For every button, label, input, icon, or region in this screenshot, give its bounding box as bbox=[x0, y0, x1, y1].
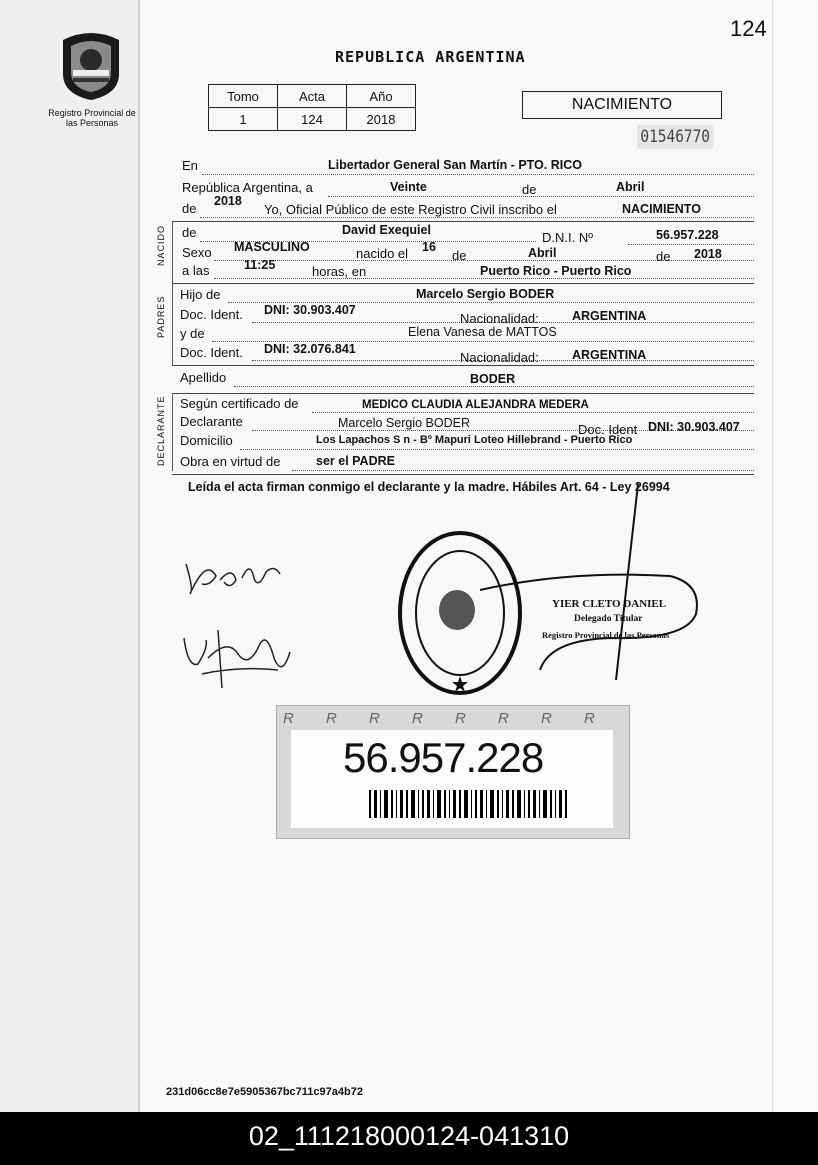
section-divider bbox=[172, 221, 754, 222]
label-de: de bbox=[656, 249, 671, 264]
section-divider bbox=[172, 283, 754, 284]
dotted-line bbox=[312, 412, 754, 413]
value-declarante-doc: DNI: 30.903.407 bbox=[648, 420, 740, 434]
value-lugar: Libertador General San Martín - PTO. RICO bbox=[328, 158, 582, 172]
dotted-line bbox=[240, 449, 754, 450]
value-domicilio: Los Lapachos S n - Bº Mapuri Loteo Hillebrand - Puerto Rico bbox=[316, 434, 633, 446]
value-madre-doc: DNI: 32.076.841 bbox=[264, 342, 356, 356]
official-role: Delegado Titular bbox=[574, 614, 643, 624]
label-de: de bbox=[522, 182, 537, 197]
label-a-las: a las bbox=[182, 263, 210, 278]
header-tomo: Tomo bbox=[209, 85, 278, 108]
label-oficial: Yo, Oficial Público de este Registro Civil inscribo el bbox=[264, 202, 557, 217]
label-de: de bbox=[182, 201, 197, 216]
value-obra: ser el PADRE bbox=[316, 454, 395, 468]
record-type-box: NACIMIENTO bbox=[522, 91, 722, 119]
label-doc-ident-declarante: Doc. Ident bbox=[578, 422, 638, 437]
closing-note: Leída el acta firman conmigo el declarante y la madre. Hábiles Art. 64 - Ley 26994 bbox=[188, 480, 670, 494]
signature-declarant bbox=[180, 550, 290, 606]
label-domicilio: Domicilio bbox=[180, 433, 233, 448]
section-padres: PADRES bbox=[156, 295, 166, 338]
dotted-line bbox=[214, 278, 754, 279]
dotted-line bbox=[628, 244, 754, 245]
header-anio: Año bbox=[347, 85, 416, 108]
registry-table bbox=[208, 84, 416, 131]
serial-number: 01546770 bbox=[637, 125, 713, 149]
value-padre-doc: DNI: 30.903.407 bbox=[264, 303, 356, 317]
section-nacido: NACIDO bbox=[156, 224, 166, 266]
label-republica: República Argentina, a bbox=[182, 180, 313, 195]
value-padre: Marcelo Sergio BODER bbox=[416, 287, 555, 301]
value-declarante: Marcelo Sergio BODER bbox=[338, 416, 470, 430]
label-segun: Según certificado de bbox=[180, 396, 299, 411]
document-title: REPUBLICA ARGENTINA bbox=[335, 48, 526, 66]
label-sexo: Sexo bbox=[182, 245, 212, 260]
official-name: YIER CLETO DANIEL bbox=[552, 598, 667, 610]
page-number: 124 bbox=[730, 16, 767, 41]
value-anio: 2018 bbox=[214, 194, 242, 208]
value-lugar-nac: Puerto Rico - Puerto Rico bbox=[480, 264, 632, 278]
label-nacionalidad: Nacionalidad: bbox=[460, 350, 539, 365]
file-id-footer: 02_111218000124-041310 bbox=[0, 1112, 818, 1165]
value-tomo: 1 bbox=[209, 108, 278, 131]
value-hora: 11:25 bbox=[244, 258, 276, 272]
label-de: de bbox=[182, 225, 197, 240]
value-dni: 56.957.228 bbox=[656, 228, 719, 242]
value-nombre: David Exequiel bbox=[342, 223, 431, 237]
label-apellido: Apellido bbox=[180, 370, 227, 385]
value-acta: 124 bbox=[278, 108, 347, 131]
label-hijo-de: Hijo de bbox=[180, 287, 221, 302]
value-anio-nac: 2018 bbox=[694, 247, 722, 261]
label-nacionalidad: Nacionalidad: bbox=[460, 311, 539, 326]
section-divider bbox=[172, 393, 754, 394]
document-hash: 231d06cc8e7e5905367bc711c97a4b72 bbox=[166, 1086, 363, 1098]
section-bracket bbox=[172, 283, 173, 365]
section-bracket bbox=[172, 221, 173, 283]
sticker-dni-number: 56.957.228 bbox=[343, 734, 544, 781]
header-acta: Acta bbox=[278, 85, 347, 108]
dotted-line bbox=[328, 196, 754, 197]
sticker-panel bbox=[291, 730, 613, 828]
value-mes-nac: Abril bbox=[528, 246, 557, 260]
label-doc-ident: Doc. Ident. bbox=[180, 345, 243, 360]
value-padre-nac: ARGENTINA bbox=[572, 309, 647, 323]
official-org: Registro Provincial de las Personas bbox=[542, 630, 670, 640]
signature-mother bbox=[178, 618, 298, 690]
label-horas-en: horas, en bbox=[312, 264, 367, 279]
dotted-line bbox=[200, 217, 754, 218]
registry-caption: Registro Provincial de las Personas bbox=[48, 108, 136, 128]
section-divider bbox=[172, 474, 754, 475]
value-dia-texto: Veinte bbox=[390, 180, 427, 194]
dotted-line bbox=[292, 470, 754, 471]
official-signature bbox=[470, 480, 710, 690]
value-apellido: BODER bbox=[470, 372, 516, 386]
value-certificado: MEDICO CLAUDIA ALEJANDRA MEDERA bbox=[362, 399, 589, 411]
value-anio: 2018 bbox=[347, 108, 416, 131]
label-en: En bbox=[182, 158, 198, 173]
value-dia-nac: 16 bbox=[422, 240, 436, 254]
label-y-de: y de bbox=[180, 326, 205, 341]
value-mes-texto: Abril bbox=[616, 180, 645, 194]
dotted-line bbox=[234, 386, 754, 387]
province-shield-icon bbox=[55, 30, 127, 102]
right-page-edge bbox=[772, 0, 818, 1112]
barcode-icon bbox=[369, 790, 569, 818]
dni-sticker bbox=[276, 705, 630, 839]
left-margin bbox=[0, 0, 138, 1112]
value-sexo: MASCULINO bbox=[234, 240, 310, 254]
label-nacido-el: nacido el bbox=[356, 246, 409, 261]
label-de: de bbox=[452, 248, 467, 263]
sticker-pattern: R R R R R R R R bbox=[283, 710, 609, 727]
label-declarante: Declarante bbox=[180, 414, 243, 429]
label-obra: Obra en virtud de bbox=[180, 454, 281, 469]
value-madre: Elena Vanesa de MATTOS bbox=[408, 325, 557, 339]
section-bracket bbox=[172, 393, 173, 471]
label-doc-ident: Doc. Ident. bbox=[180, 307, 243, 322]
section-divider bbox=[172, 365, 754, 366]
dotted-line bbox=[202, 174, 754, 175]
section-declarante: DECLARANTE bbox=[156, 395, 166, 466]
label-dni: D.N.I. Nº bbox=[542, 230, 593, 245]
dotted-line bbox=[214, 260, 754, 261]
value-tipo-inscripcion: NACIMIENTO bbox=[622, 202, 701, 216]
value-madre-nac: ARGENTINA bbox=[572, 348, 647, 362]
